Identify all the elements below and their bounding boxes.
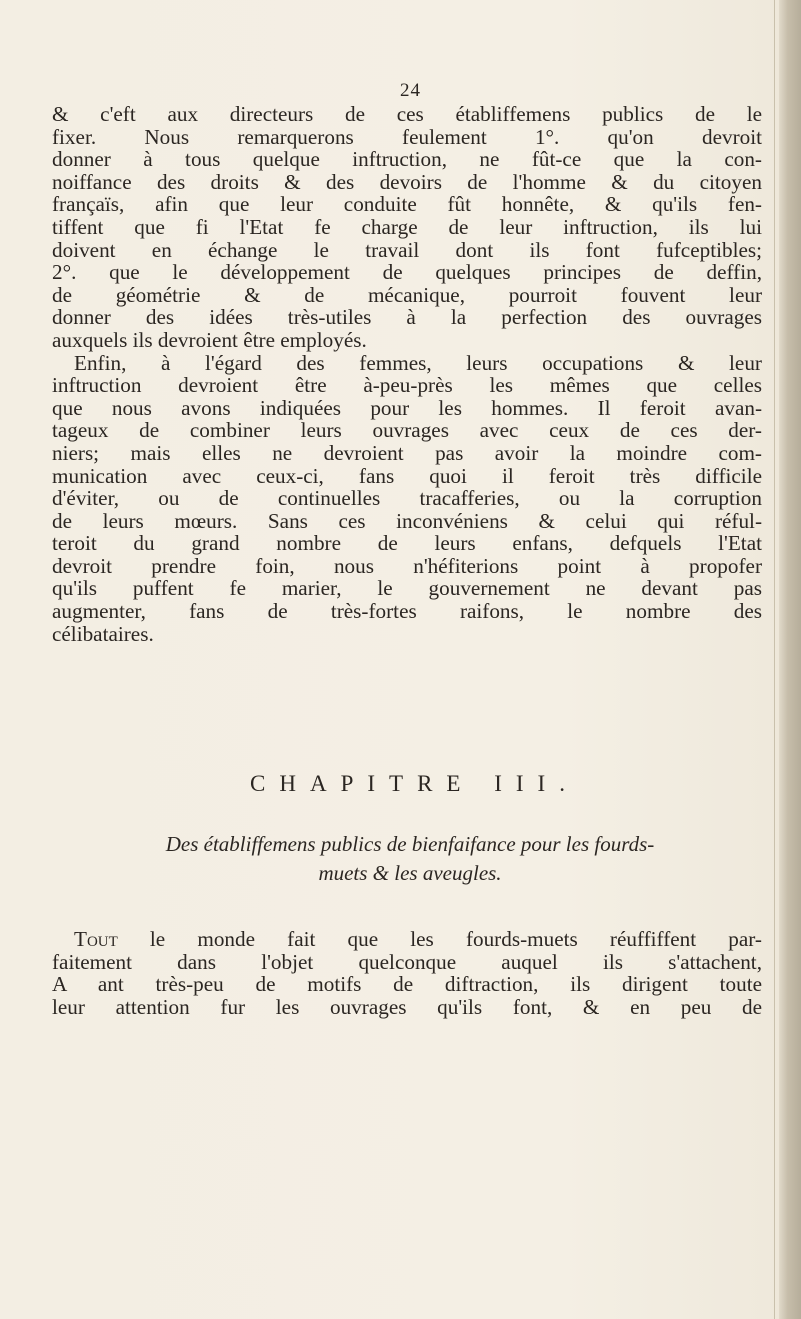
text-line: qu'ils puffent fe marier, le gouvernement ne devant pas: [52, 576, 762, 601]
text-line: & c'eft aux directeurs de ces établiffemens publics de le: [52, 102, 762, 126]
page-number: 24: [400, 80, 421, 101]
chapter-heading: CHAPITRE III.: [250, 771, 579, 796]
opening-word: Tout: [74, 927, 118, 951]
subtitle-line: muets & les aveugles.: [318, 861, 502, 885]
text-line: doivent en échange le travail dont ils font fufceptibles;: [52, 237, 762, 262]
text-line: Enfin, à l'égard des femmes, leurs occupations & leur: [74, 350, 762, 375]
text-line: inftruction devroient être à-peu-près les mêmes que celles: [52, 373, 762, 398]
text-line: teroit du grand nombre de leurs enfans, defquels l'Etat: [52, 531, 762, 556]
text-line: niers; mais elles ne devroient pas avoir la moindre com-: [52, 440, 762, 465]
text-line: munication avec ceux-ci, fans quoi il feroit très difficile: [52, 463, 762, 488]
text-line: que nous avons indiquées pour les hommes. Il feroit avan-: [52, 395, 762, 420]
text-line: faitement dans l'objet quelconque auquel ils s'attachent,: [52, 949, 762, 974]
text-line: célibataires.: [52, 621, 154, 646]
opening-line-rest: le monde fait que les fourds-muets réuffiffent par-: [117, 927, 762, 951]
subtitle-line: Des établiffemens publics de bienfaifance pour les fourds-: [165, 832, 655, 856]
text-line-first: [52, 928, 762, 951]
text-line: de géométrie & de mécanique, pourroit fouvent leur: [52, 282, 762, 307]
text-line: françaïs, afin que leur conduite fût honnête, & qu'ils fen-: [52, 192, 762, 217]
text-line: leur attention fur les ouvrages qu'ils font, & en peu de: [52, 994, 762, 1019]
text-line: donner à tous quelque inftruction, ne fût-ce que la con-: [52, 147, 762, 172]
text-line: d'éviter, ou de continuelles tracafferies, ou la corruption: [52, 486, 762, 511]
page-edge-line: [774, 0, 775, 1319]
text-line: 2°. que le développement de quelques principes de deffin,: [52, 260, 762, 285]
text-line: tageux de combiner leurs ouvrages avec ceux de ces der-: [52, 418, 762, 443]
body-text-top: [52, 103, 762, 645]
text-line: devroit prendre foin, nous n'héfiterions point à propofer: [52, 553, 762, 578]
text-line: donner des idées très-utiles à la perfection des ouvrages: [52, 305, 762, 330]
text-line: fixer. Nous remarquerons feulement 1°. qu'on devroit: [52, 124, 762, 149]
text-line: de leurs mœurs. Sans ces inconvéniens & celui qui réful-: [52, 508, 762, 533]
text-line: tiffent que fi l'Etat fe charge de leur inftruction, ils lui: [52, 214, 762, 239]
chapter-subtitle: [100, 830, 720, 888]
text-line: noiffance des droits & des devoirs de l'homme & du citoyen: [52, 169, 762, 194]
text-line: augmenter, fans de très-fortes raifons, le nombre des: [52, 599, 762, 624]
body-text-bottom: [52, 928, 762, 1018]
text-line: A ant très-peu de motifs de diftraction, ils dirigent toute: [52, 972, 762, 997]
text-line: auxquels ils devroient être employés.: [52, 327, 367, 352]
binding-edge: [779, 0, 801, 1319]
